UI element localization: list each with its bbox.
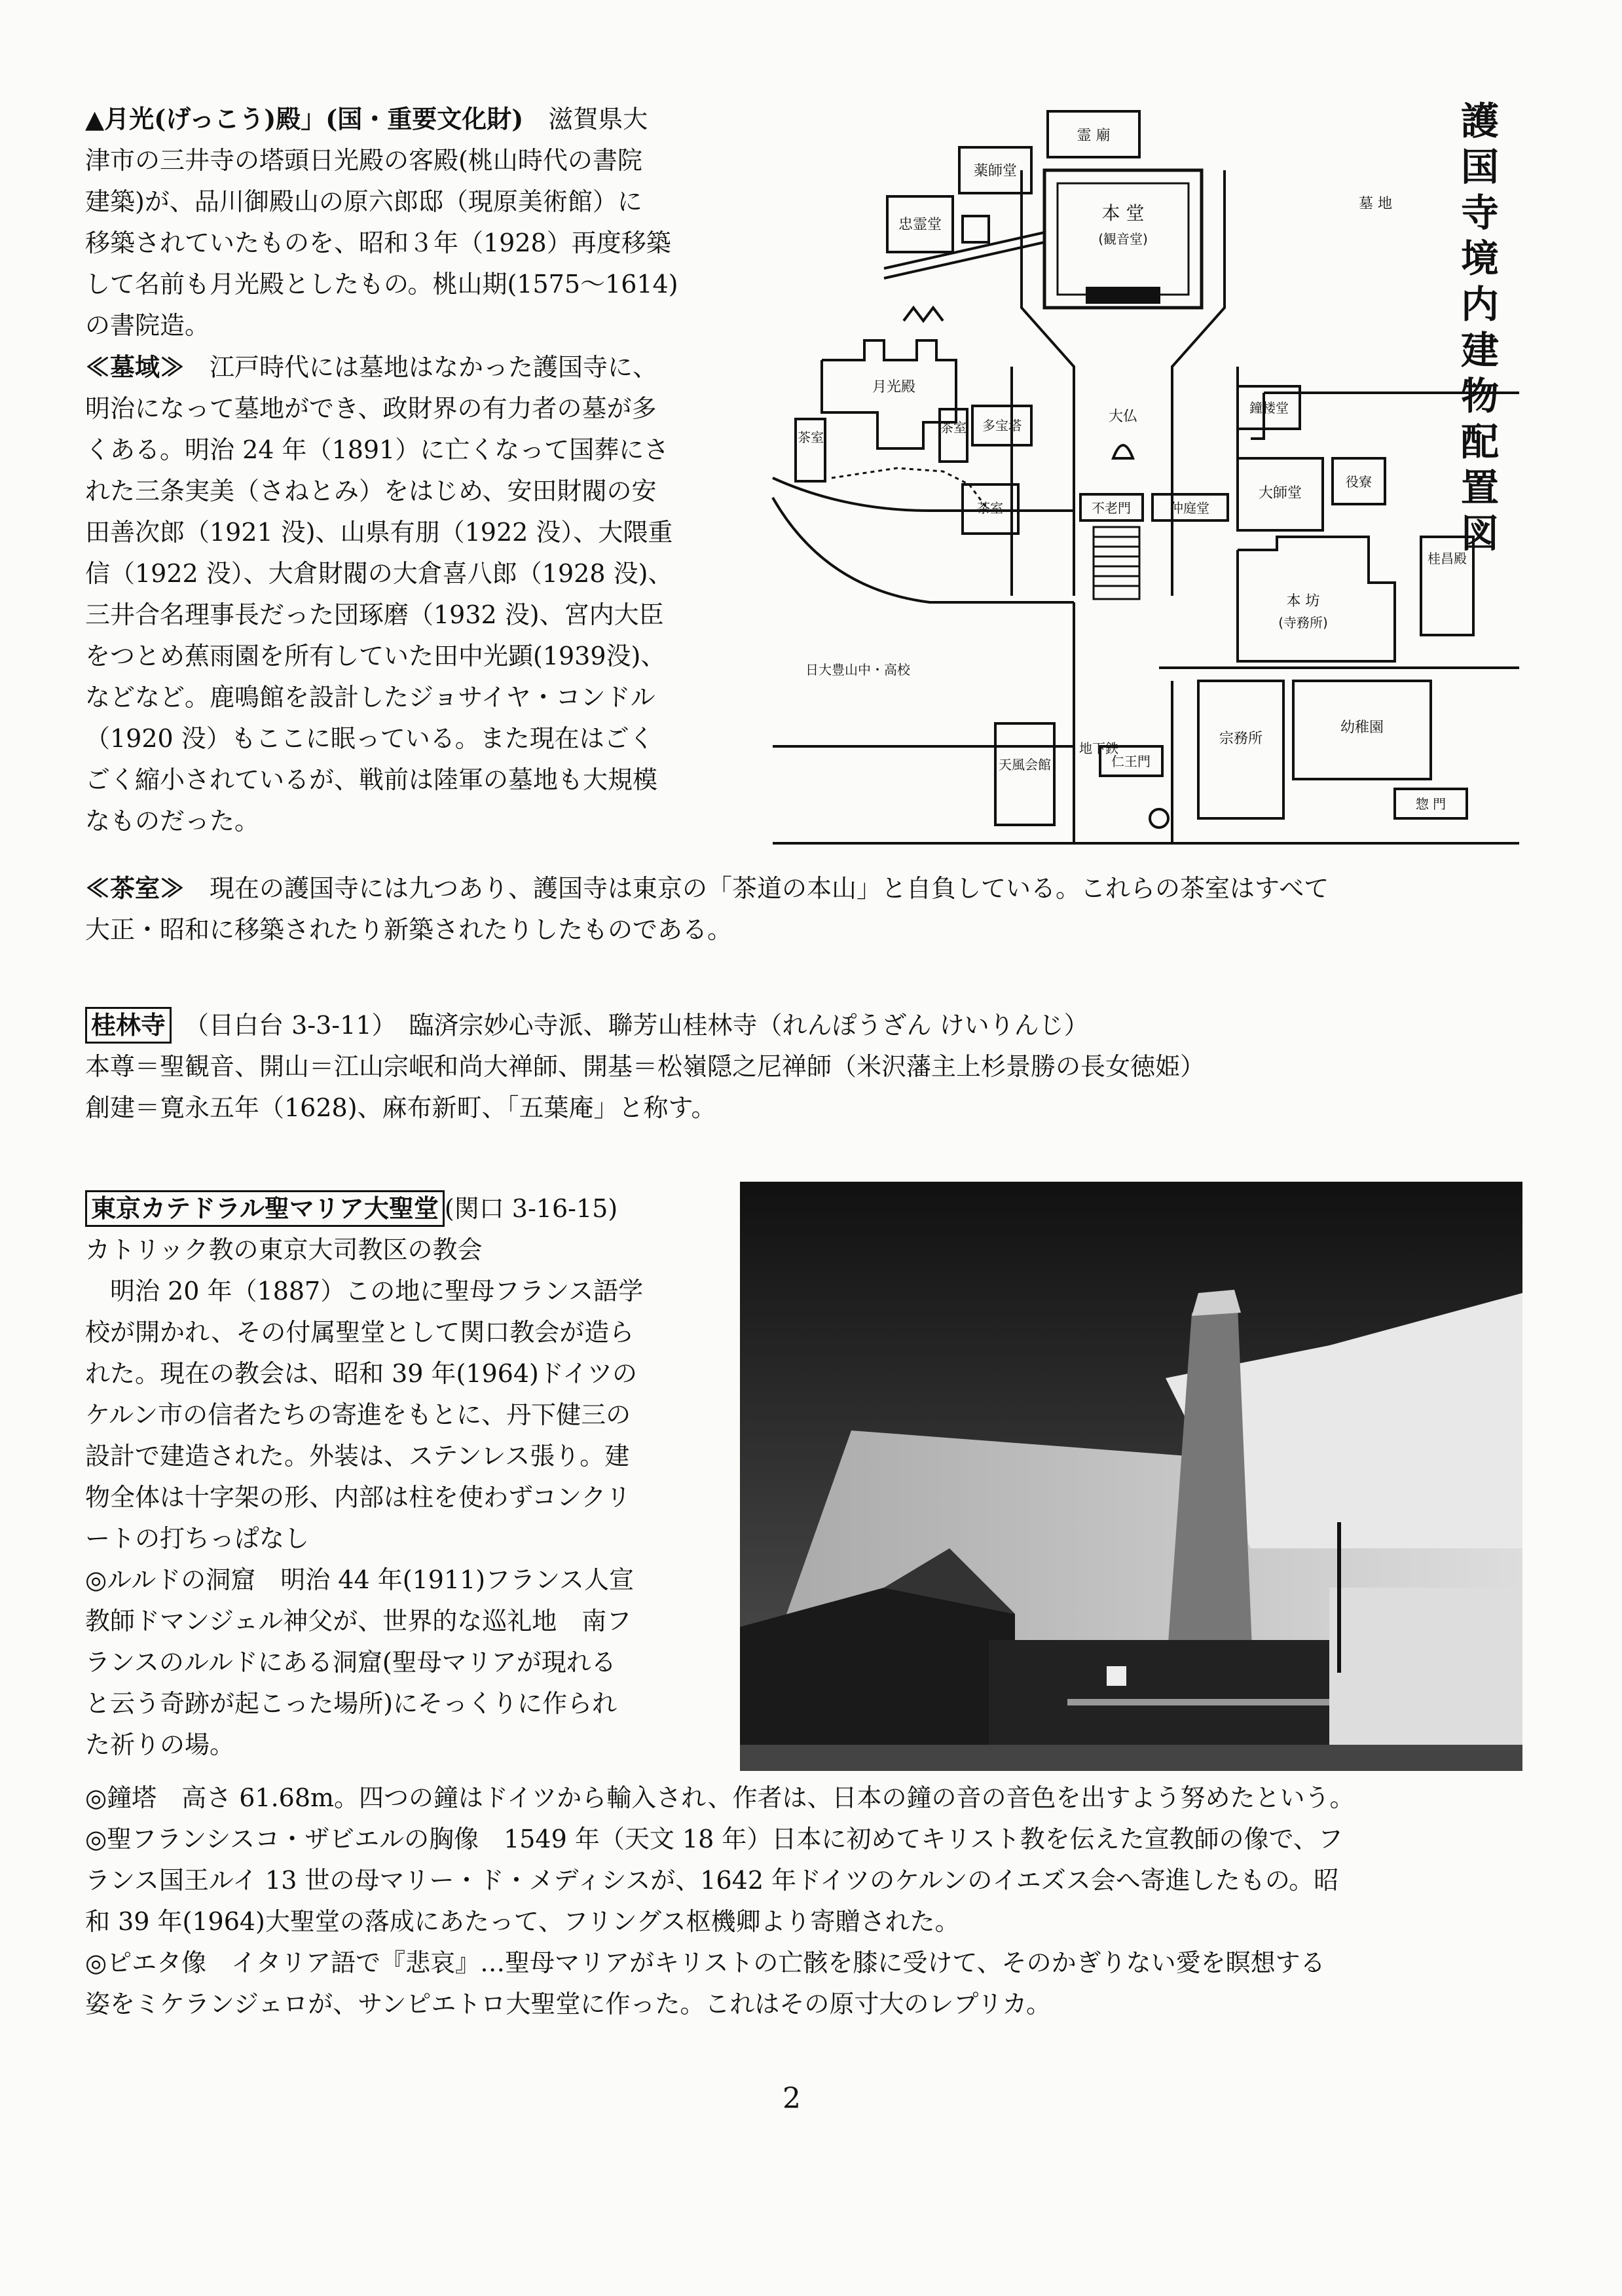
cathedral-address: (関口 3-16-15) bbox=[444, 1194, 618, 1223]
keirinji-section bbox=[85, 1005, 1545, 1129]
boiki-line: 江戸時代には墓地はなかった護国寺に、 bbox=[210, 353, 658, 382]
map-daibutsu-figure bbox=[1113, 445, 1133, 458]
map-chashitsu-mid bbox=[940, 409, 967, 462]
map-label-somon: 惣 門 bbox=[1415, 796, 1447, 812]
gekkoden-line: の書院造。 bbox=[85, 311, 210, 340]
map-label-yochien: 幼稚園 bbox=[1340, 720, 1384, 736]
map-label-jimusho: (寺務所) bbox=[1278, 615, 1328, 630]
boiki-heading: ≪墓域≫ bbox=[85, 352, 185, 382]
cathedral-note-line: 和 39 年(1964)大聖堂の落成にあたって、フリングス枢機卿より寄贈された。 bbox=[85, 1907, 960, 1936]
boiki-line: などなど。鹿鳴館を設計したジョサイヤ・コンドル bbox=[85, 683, 655, 712]
map-label-furomon: 不老門 bbox=[1092, 500, 1131, 516]
map-title: 護国寺境内建物配置図 bbox=[1460, 99, 1499, 556]
chashitsu-section bbox=[85, 867, 1545, 951]
cathedral-note-line: ランス国王ルイ 13 世の母マリー・ド・メディシスが、1642 年ドイツのケルンのイエズス会へ寄進したもの。昭 bbox=[85, 1866, 1339, 1895]
map-label-keigetsuden: 桂昌殿 bbox=[1428, 551, 1467, 566]
map-label-kannondo: (観音堂) bbox=[1098, 231, 1148, 247]
map-label-yakushido: 薬師堂 bbox=[973, 163, 1018, 179]
map-label-niomon: 仁王門 bbox=[1111, 754, 1151, 769]
cathedral-note-line: ◎ピエタ像 イタリア語で『悲哀』…聖母マリアがキリストの亡骸を膝に受けて、そのかぎりない愛を瞑想する bbox=[85, 1948, 1325, 1977]
map-label-bochi: 墓 地 bbox=[1359, 196, 1392, 212]
map-subway-symbol bbox=[1150, 809, 1168, 828]
cathedral-note-line: ◎鐘塔 高さ 61.68m。四つの鐘はドイツから輸入され、作者は、日本の鐘の音の音色を出すよう努めたという。 bbox=[85, 1783, 1355, 1812]
page-number: 2 bbox=[783, 2082, 801, 2115]
map-label-daishido: 大師堂 bbox=[1258, 485, 1302, 501]
map-drawing bbox=[766, 92, 1545, 851]
map-label-school: 日大豊山中・高校 bbox=[805, 662, 910, 678]
keirinji-line: 本尊＝聖観音、開山＝江山宗岷和尚大禅師、開基＝松嶺隠之尼禅師（米沢藩主上杉景勝の長女徳姫） bbox=[85, 1052, 1206, 1081]
cathedral-line: ◎ルルドの洞窟 明治 44 年(1911)フランス人宣 bbox=[85, 1565, 634, 1594]
cathedral-line: 教師ドマンジェル神父が、世界的な巡礼地 南フ bbox=[85, 1607, 632, 1635]
map-hondo-steps bbox=[1087, 288, 1159, 302]
boiki-line: くある。明治 24 年（1891）に亡くなって国葬にさ bbox=[85, 435, 669, 464]
map-chashitsu-left bbox=[796, 419, 825, 481]
boiki-line: ごく縮小されているが、戦前は陸軍の墓地も大規模 bbox=[85, 765, 658, 794]
cathedral-line: 設計で建造された。外装は、ステンレス張り。建 bbox=[85, 1442, 630, 1470]
chashitsu-heading: ≪茶室≫ bbox=[85, 873, 185, 903]
cathedral-line: と云う奇跡が起こった場所)にそっくりに作られ bbox=[85, 1689, 617, 1718]
gekkoden-line: 津市の三井寺の塔頭日光殿の客殿(桃山時代の書院 bbox=[85, 146, 642, 175]
map-label-chikatetsu: 地下鉄 bbox=[1079, 740, 1118, 756]
temple-layout-map bbox=[766, 92, 1545, 851]
map-label-chureido: 忠霊堂 bbox=[898, 217, 942, 233]
cathedral-notes bbox=[85, 1777, 1552, 2025]
map-label-shumusho: 宗務所 bbox=[1219, 731, 1263, 747]
boiki-line: 田善次郎（1921 没)、山県有朋（1922 没）、大隈重 bbox=[85, 518, 673, 547]
cathedral-line: カトリック教の東京大司教区の教会 bbox=[85, 1235, 483, 1264]
cathedral-photo bbox=[740, 1182, 1522, 1771]
gekkoden-section bbox=[85, 98, 773, 842]
map-label-chashitsu-low: 茶室 bbox=[977, 500, 1003, 516]
boiki-line: をつとめ蕉雨園を所有していた田中光顕(1939没)、 bbox=[85, 642, 666, 670]
cathedral-line: ートの打ちっぱなし bbox=[85, 1524, 310, 1553]
map-label-shorodo: 鐘楼堂 bbox=[1249, 400, 1289, 416]
map-stairs bbox=[1094, 527, 1139, 599]
keirinji-line: 創建＝寛永五年（1628)、麻布新町、「五葉庵」と称す。 bbox=[85, 1093, 716, 1122]
cathedral-line: ランスのルルドにある洞窟(聖母マリアが現れる bbox=[85, 1648, 616, 1677]
gekkoden-line: して名前も月光殿としたもの。桃山期(1575〜1614) bbox=[85, 270, 678, 299]
map-shumusho bbox=[1198, 681, 1283, 818]
cathedral-note-line: 姿をミケランジェロが、サンピエトロ大聖堂に作った。これはその原寸大のレプリカ。 bbox=[85, 1990, 1051, 2018]
chashitsu-line: 現在の護国寺には九つあり、護国寺は東京の「茶道の本山」と自負している。これらの茶室はすべて bbox=[210, 874, 1329, 903]
map-small-building bbox=[963, 216, 989, 242]
gekkoden-line: 移築されていたものを、昭和３年（1928）再度移築 bbox=[85, 228, 671, 257]
cathedral-line: 明治 20 年（1887）この地に聖母フランス語学 bbox=[110, 1277, 644, 1305]
cathedral-line: た祈りの場。 bbox=[85, 1730, 235, 1759]
cathedral-line: ケルン市の信者たちの寄進をもとに、丹下健三の bbox=[85, 1400, 631, 1429]
cathedral-line: れた。現在の教会は、昭和 39 年(1964)ドイツの bbox=[85, 1359, 637, 1388]
boiki-line: 明治になって墓地ができ、政財界の有力者の墓が多 bbox=[85, 394, 657, 423]
chashitsu-line: 大正・昭和に移築されたり新築されたりしたものである。 bbox=[85, 915, 733, 944]
cathedral-name: 東京カテドラル聖マリア大聖堂 bbox=[85, 1190, 445, 1227]
map-label-hondo: 本 堂 bbox=[1101, 202, 1145, 224]
map-label-gekkoden: 月光殿 bbox=[872, 379, 916, 395]
boiki-line: 信（1922 没）、大倉財閥の大倉喜八郎（1928 没)、 bbox=[85, 559, 673, 588]
map-label-chashitsu-left: 茶室 bbox=[798, 429, 824, 445]
cathedral-line: 校が開かれ、その付属聖堂として関口教会が造ら bbox=[85, 1318, 635, 1347]
boiki-line: なものだった。 bbox=[85, 807, 260, 835]
cathedral-photo-drawing bbox=[740, 1182, 1522, 1771]
map-label-reibyo: 霊 廟 bbox=[1077, 128, 1111, 144]
map-label-chashitsu-mid: 茶室 bbox=[940, 420, 967, 435]
cathedral-note-line: ◎聖フランシスコ・ザビエルの胸像 1549 年（天文 18 年）日本に初めてキリスト教を伝えた宣教師の像で、フ bbox=[85, 1825, 1343, 1853]
cathedral-section bbox=[85, 1188, 733, 1766]
keirinji-line: （目白台 3-3-11） 臨済宗妙心寺派、聯芳山桂林寺（れんぽうざん けいりんじ） bbox=[196, 1011, 1089, 1040]
gekkoden-heading: ▲月光(げっこう)殿」(国・重要文化財) bbox=[85, 104, 524, 134]
boiki-line: れた三条実美（さねとみ）をはじめ、安田財閥の安 bbox=[85, 477, 657, 505]
keirinji-name: 桂林寺 bbox=[85, 1007, 172, 1044]
map-label-daibutsu: 大仏 bbox=[1108, 409, 1138, 425]
boiki-line: （1920 没）もここに眠っている。また現在はごく bbox=[85, 724, 654, 753]
gekkoden-line: 滋賀県大 bbox=[548, 105, 648, 134]
cathedral-line: 物全体は十字架の形、内部は柱を使わずコンクリ bbox=[85, 1483, 631, 1512]
map-label-tenpu-kaikan: 天風会館 bbox=[999, 757, 1051, 773]
map-label-tahoto: 多宝塔 bbox=[982, 418, 1022, 433]
map-tenpu-kaikan bbox=[995, 723, 1054, 825]
gekkoden-line: 建築)が、品川御殿山の原六郎邸（現原美術館）に bbox=[85, 187, 642, 216]
boiki-line: 三井合名理事長だった団琢磨（1932 没)、宮内大臣 bbox=[85, 600, 664, 629]
map-label-honbo: 本 坊 bbox=[1286, 593, 1320, 610]
map-label-chugando: 仲庭堂 bbox=[1170, 500, 1209, 516]
map-label-yakuryo: 役寮 bbox=[1346, 474, 1372, 490]
